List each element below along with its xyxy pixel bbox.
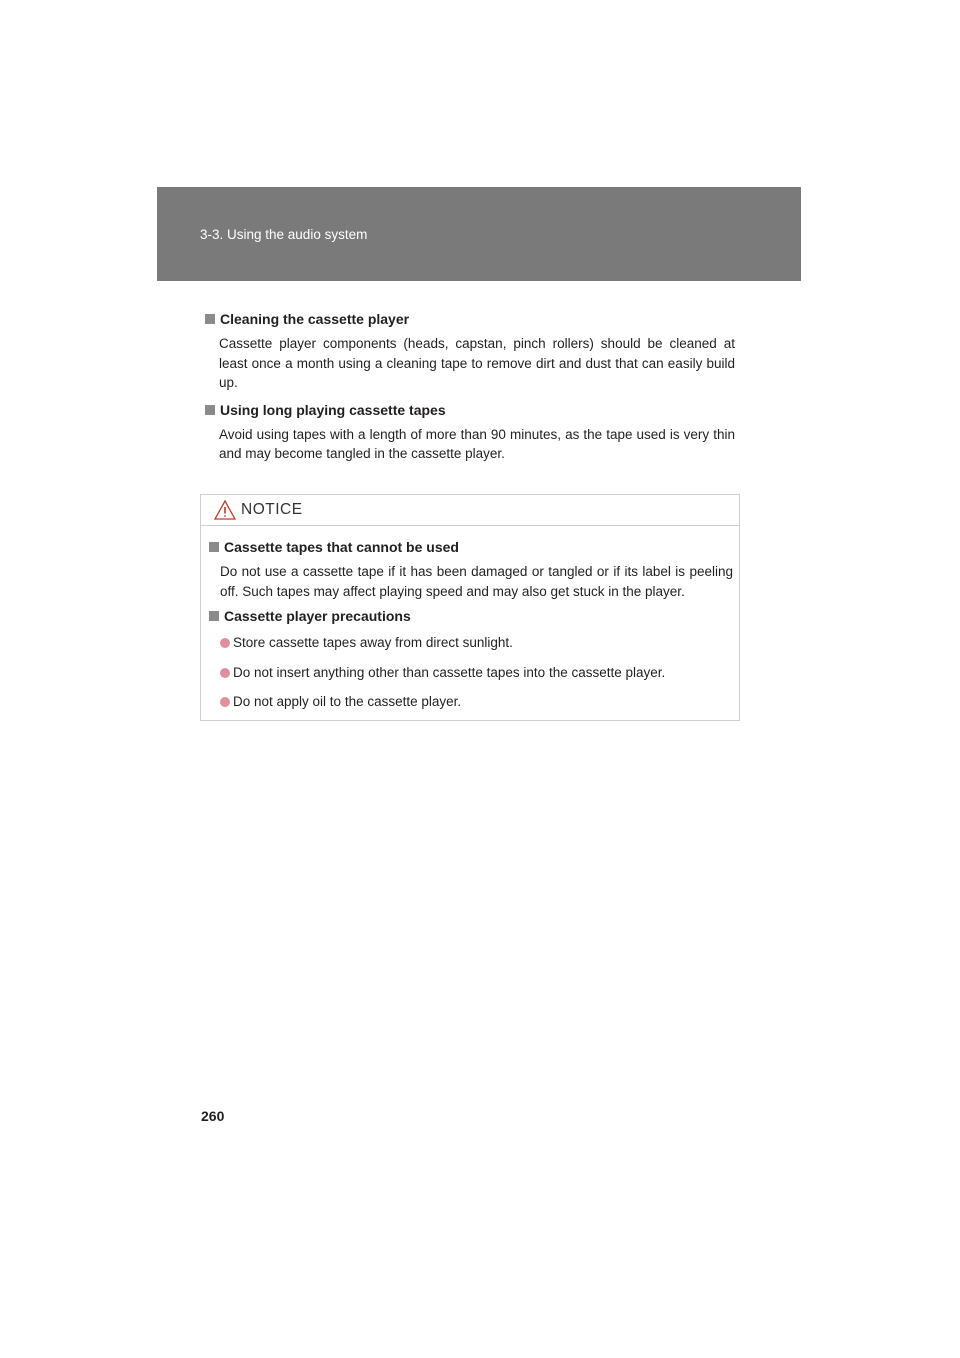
warning-triangle-icon xyxy=(214,500,236,520)
square-bullet-icon xyxy=(205,314,215,324)
square-bullet-icon xyxy=(205,405,215,415)
notice-paragraph: Do not use a cassette tape if it has been damaged or tangled or if its label is peeling off. Such tapes may affect playing speed and may also get stuck in the player. xyxy=(220,564,733,599)
notice-bullet: Do not apply oil to the cassette player. xyxy=(220,692,733,712)
notice-header xyxy=(201,495,739,526)
section-label: 3-3. Using the audio system xyxy=(200,227,368,242)
notice-heading: Cassette tapes that cannot be used xyxy=(209,538,733,556)
page-number: 260 xyxy=(201,1108,225,1124)
notice-box xyxy=(200,494,740,721)
square-bullet-icon xyxy=(209,542,219,552)
section-paragraph: Avoid using tapes with a length of more than 90 minutes, as the tape used is very thin and may become tangled in the cassette player. xyxy=(219,426,735,461)
main-content xyxy=(205,310,735,472)
notice-bullet: Do not insert anything other than cassette tapes into the cassette player. xyxy=(220,663,733,683)
round-bullet-icon xyxy=(220,638,230,648)
section-paragraph: Cassette player components (heads, capstan, pinch rollers) should be cleaned at least once a month using a cleaning tape to remove dirt and dust that can easily build up. xyxy=(219,336,735,390)
square-bullet-icon xyxy=(209,611,219,621)
round-bullet-icon xyxy=(220,668,230,678)
section-header-band xyxy=(157,187,801,281)
notice-body xyxy=(201,526,739,712)
section-heading: Cleaning the cassette player xyxy=(205,310,735,328)
section-heading: Using long playing cassette tapes xyxy=(205,401,735,419)
notice-title: NOTICE xyxy=(241,501,303,518)
notice-bullet: Store cassette tapes away from direct sunlight. xyxy=(220,633,733,653)
round-bullet-icon xyxy=(220,697,230,707)
notice-heading: Cassette player precautions xyxy=(209,607,733,625)
